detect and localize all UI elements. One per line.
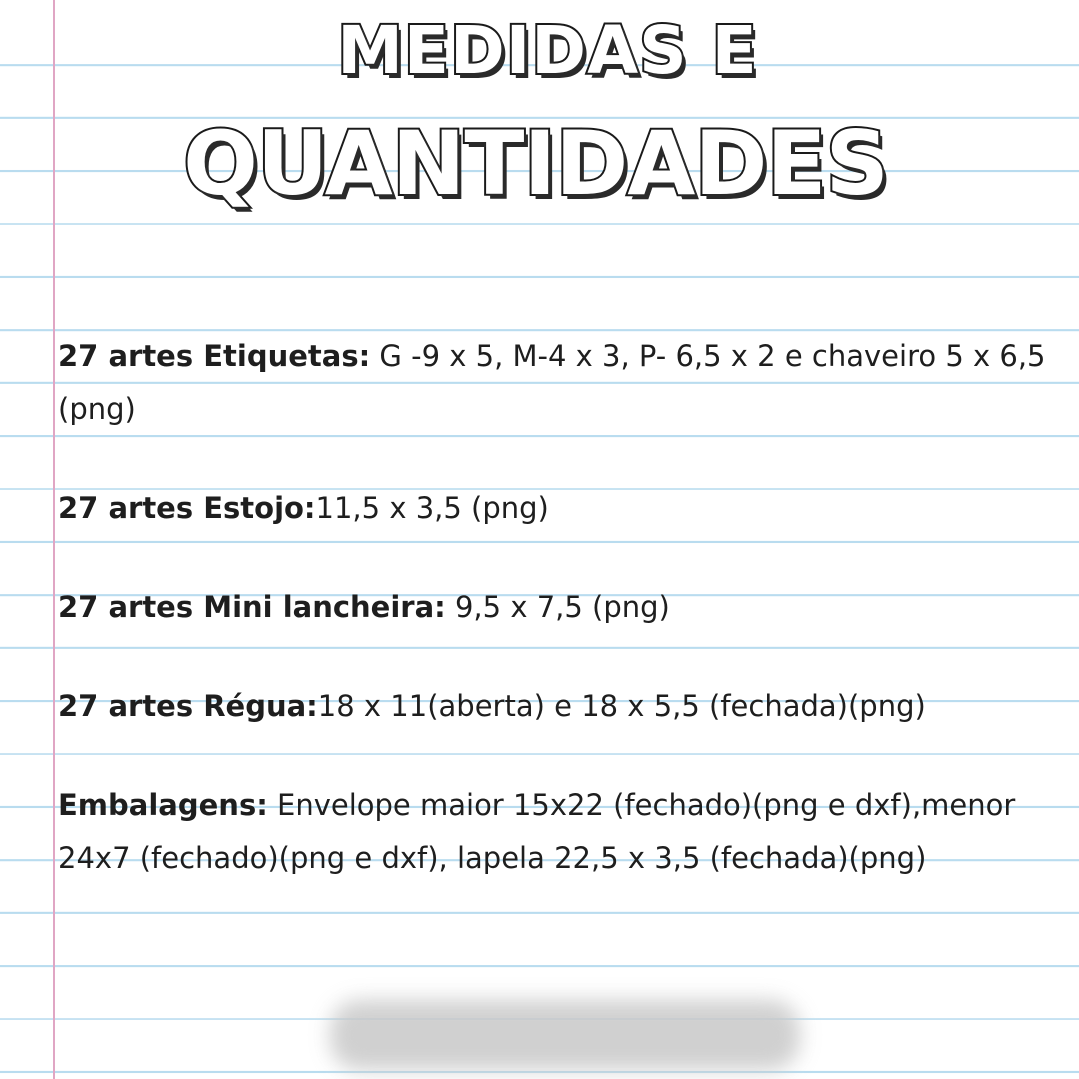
blurred-watermark — [330, 1000, 800, 1070]
item-value: 18 x 11(aberta) e 18 x 5,5 (fechada)(png) — [317, 689, 926, 723]
item-value: 11,5 x 3,5 (png) — [315, 491, 549, 525]
item-value: G -9 x 5, M-4 x 3, P- 6,5 x 2 e chaveiro 5 x 6,5 (png) — [58, 339, 1046, 426]
list-item-etiquetas — [58, 330, 1048, 436]
list-item-mini-lancheira — [58, 581, 1048, 634]
measurements-list — [58, 330, 1048, 931]
list-item-regua — [58, 680, 1048, 733]
item-label: 27 artes Estojo: — [58, 491, 316, 525]
page-title-line-2: QUANTIDADES — [183, 112, 888, 215]
item-value: 9,5 x 7,5 (png) — [445, 590, 670, 624]
page-title-line-1: MEDIDAS E — [337, 12, 758, 89]
list-item-estojo — [58, 482, 1048, 535]
item-label: 27 artes Mini lancheira: — [58, 590, 446, 624]
item-label: 27 artes Régua: — [58, 689, 318, 723]
list-item-embalagens — [58, 779, 1048, 885]
item-label: Embalagens: — [58, 788, 268, 822]
item-label: 27 artes Etiquetas: — [58, 339, 371, 373]
item-value: Envelope maior 15x22 (fechado)(png e dxf),menor 24x7 (fechado)(png e dxf), lapela 22,5 x 3,5 (fechada)(png) — [58, 788, 1016, 875]
